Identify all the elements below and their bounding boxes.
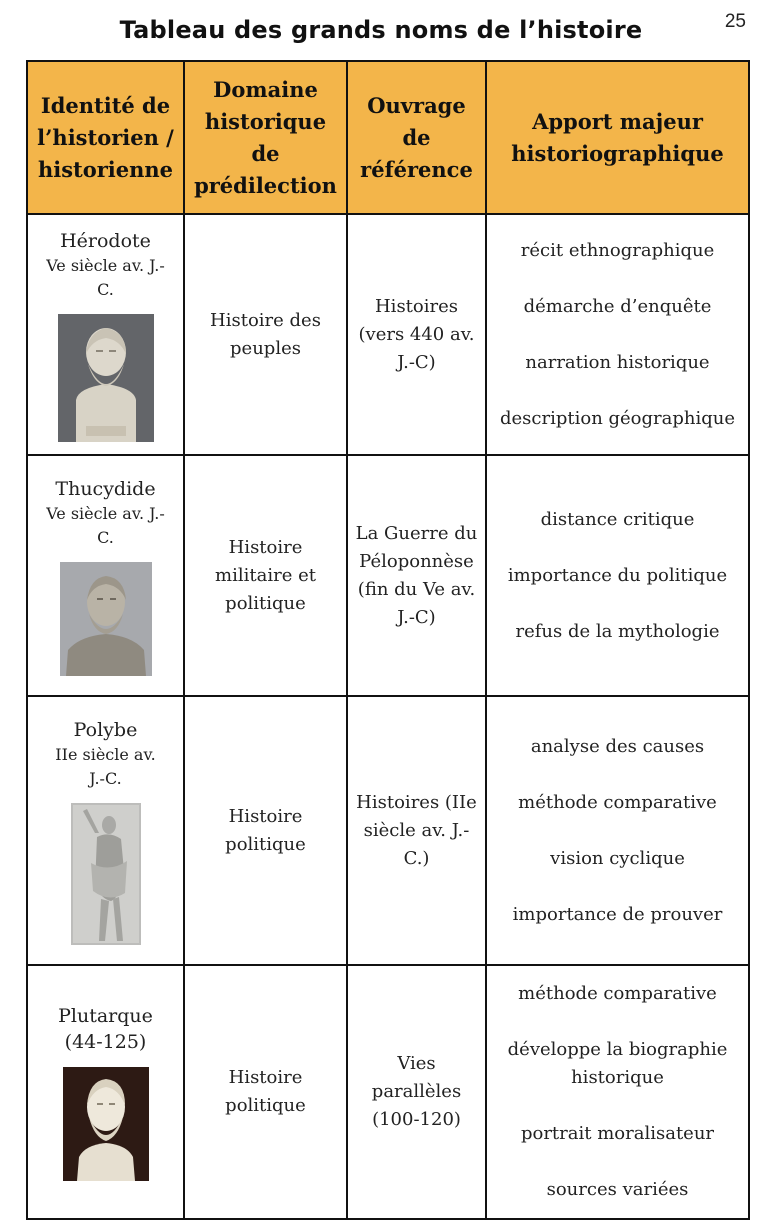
domain-cell: Histoire politique: [184, 965, 347, 1219]
historian-name: Hérodote: [60, 229, 151, 252]
contribution-item: refus de la mythologie: [515, 620, 720, 642]
identity-cell: [27, 455, 184, 696]
historians-table: [26, 60, 750, 1220]
header-contribution: Apport majeur historiographique: [486, 61, 749, 214]
contribution-item: démarche d’enquête: [523, 295, 712, 317]
domain-cell: Histoire des peuples: [184, 214, 347, 455]
domain-cell: Histoire militaire et politique: [184, 455, 347, 696]
contribution-item: description géographique: [499, 407, 736, 429]
historian-era: IIe siècle av. J.-C.: [55, 744, 156, 788]
header-work: Ouvrage de référence: [347, 61, 486, 214]
contribution-item: méthode comparative: [518, 791, 717, 813]
contribution-cell: [486, 214, 749, 455]
contribution-cell: [486, 965, 749, 1219]
contribution-item: portrait moralisateur: [520, 1123, 715, 1144]
identity-cell: [27, 214, 184, 455]
identity-cell: [27, 965, 184, 1219]
historian-name: Thucydide: [55, 477, 156, 500]
contribution-item: développe la biographie historique: [507, 1039, 728, 1088]
contribution-cell: [486, 696, 749, 965]
identity-cell: [27, 696, 184, 965]
page-title: Tableau des grands noms de l’histoire: [119, 16, 643, 44]
contribution-item: distance critique: [540, 508, 695, 530]
table-row: [27, 696, 749, 965]
historian-name: Polybe: [73, 718, 138, 741]
table-header-row: [27, 61, 749, 214]
contribution-cell: [486, 455, 749, 696]
table-row: [27, 455, 749, 696]
relief-polybius-image: [71, 803, 141, 945]
bust-herodotus-image: [58, 314, 154, 442]
contribution-item: récit ethnographique: [520, 239, 715, 261]
work-cell: Histoires (vers 440 av. J.-C): [347, 214, 486, 455]
historian-era: (44-125): [64, 1031, 147, 1053]
table-row: [27, 965, 749, 1219]
historian-era: Ve siècle av. J.-C.: [46, 503, 165, 547]
bust-thucydides-image: [60, 562, 152, 676]
historian-name: Plutarque: [58, 1005, 153, 1027]
historian-era: Ve siècle av. J.-C.: [46, 255, 165, 299]
work-cell: Histoires (IIe siècle av. J.-C.): [347, 696, 486, 965]
header-identity: Identité de l’historien / historienne: [27, 61, 184, 214]
contribution-item: narration historique: [525, 351, 710, 373]
bust-plutarch-image: [63, 1067, 149, 1181]
table-row: [27, 214, 749, 455]
contribution-item: importance du politique: [507, 564, 728, 586]
page-number: 25: [724, 11, 746, 32]
contribution-item: sources variées: [546, 1179, 689, 1200]
header-domain: Domaine historique de prédilection: [184, 61, 347, 214]
contribution-item: méthode comparative: [518, 983, 717, 1004]
contribution-item: importance de prouver: [512, 903, 723, 925]
contribution-item: vision cyclique: [550, 847, 685, 869]
contribution-item: analyse des causes: [530, 735, 705, 757]
work-cell: Vies parallèles (100-120): [347, 965, 486, 1219]
work-cell: La Guerre du Péloponnèse (fin du Ve av. J.-C): [347, 455, 486, 696]
domain-cell: Histoire politique: [184, 696, 347, 965]
